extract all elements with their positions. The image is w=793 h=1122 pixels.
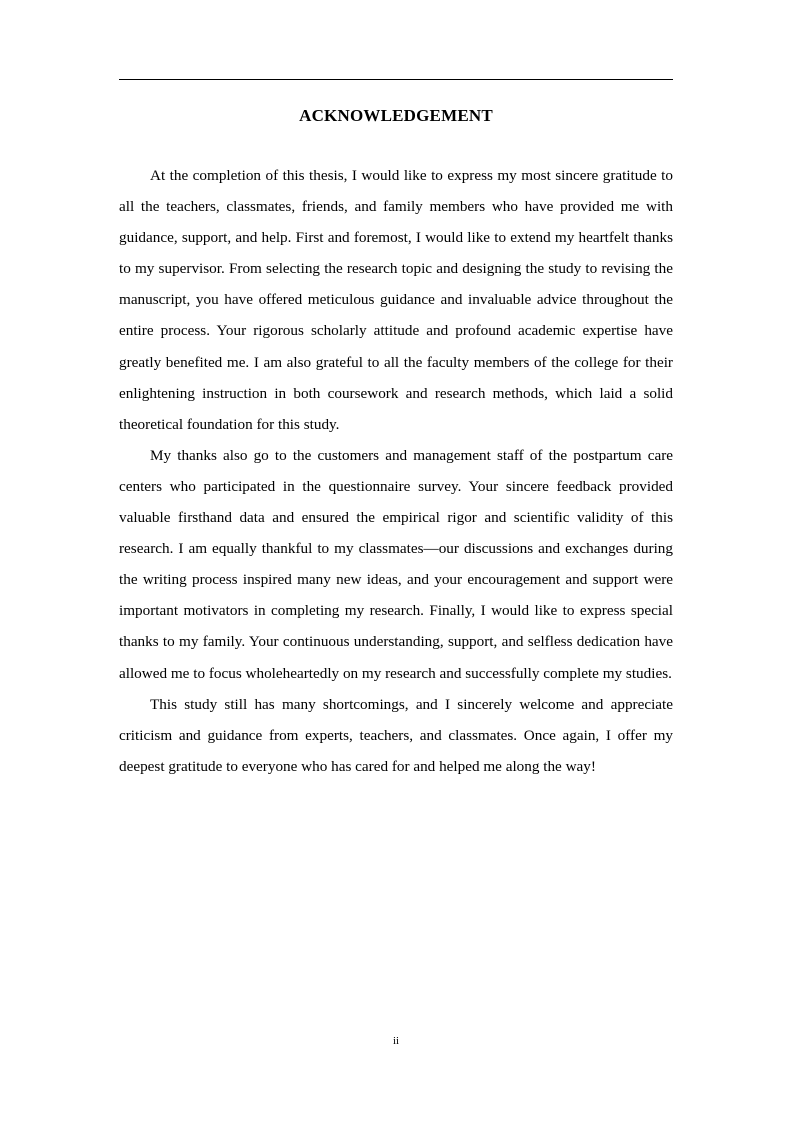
page-number: ii xyxy=(392,1035,400,1047)
paragraph-participants-family: My thanks also go to the customers and management staff of the postpartum care centers who participated in the questionnaire survey. Your sincere feedback provided valuable firsthand data and ensured the empirical rigor and scientific validity of this research. I am equally thankful to my classmates—our discussions and exchanges during the writing process inspired many new ideas, and your encouragement and support were important motivators in completing my research. Finally, I would like to express special thanks to my family. Your continuous understanding, support, and selfless dedication have allowed me to focus wholeheartedly on my research and successfully complete my studies. xyxy=(119,446,673,682)
header-rule xyxy=(119,79,673,80)
paragraph-gratitude-supervisor: At the completion of this thesis, I would like to express my most sincere gratitude to all the teachers, classmates, friends, and family members who have provided me with guidance, support, and help. First and foremost, I would like to extend my heartfelt thanks to my supervisor. From selecting the research topic and designing the study to revising the manuscript, you have offered meticulous guidance and invaluable advice throughout the entire process. Your rigorous scholarly attitude and profound academic expertise have greatly benefited me. I am also grateful to all the faculty members of the college for their enlightening instruction in both coursework and research methods, which laid a solid theoretical foundation for this study. xyxy=(119,167,673,433)
acknowledgement-body xyxy=(119,160,673,782)
page-title: ACKNOWLEDGEMENT xyxy=(299,106,493,125)
paragraph-closing: This study still has many shortcomings, and I sincerely welcome and appreciate criticism and guidance from experts, teachers, and classmates. Once again, I offer my deepest gratitude to everyone who has cared for and helped me along the way! xyxy=(119,695,673,775)
